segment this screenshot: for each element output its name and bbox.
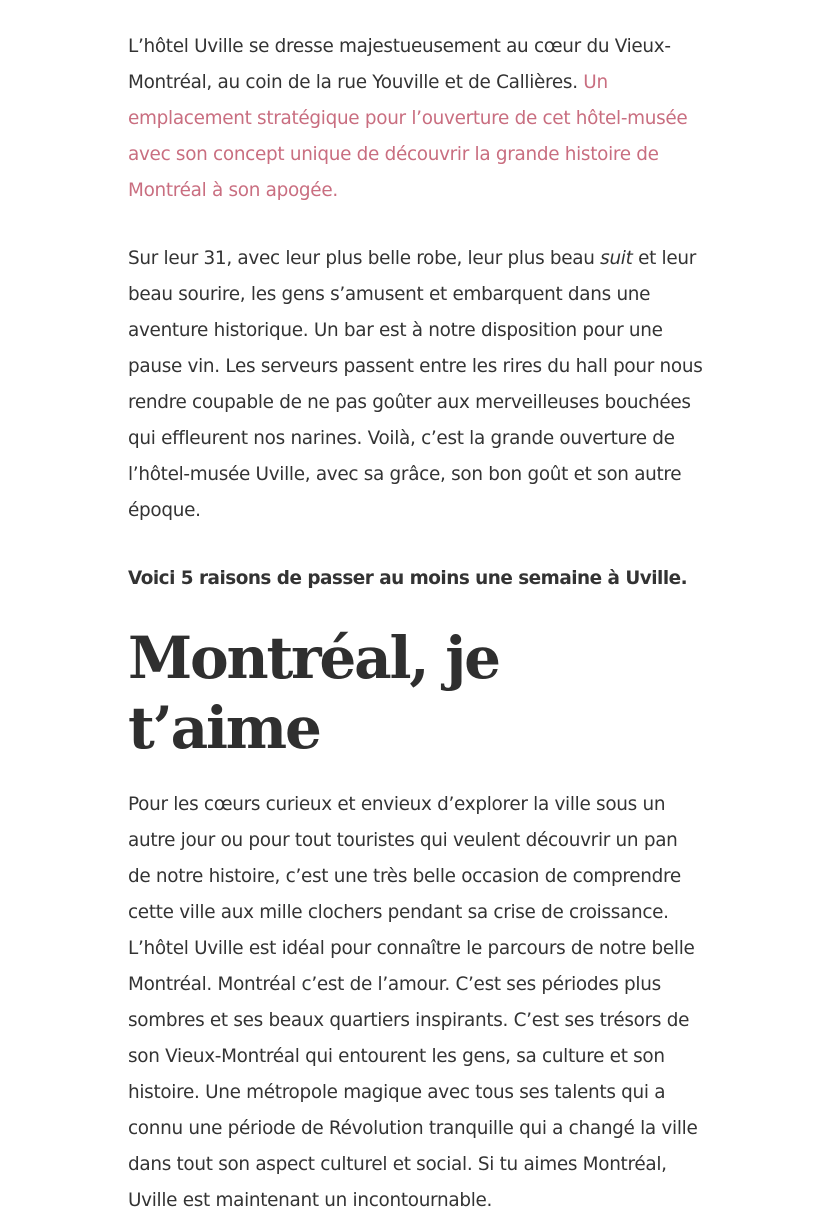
intro-link[interactable]: Un emplacement stratégique pour l’ouverture de cet hôtel-musée avec son concept unique de découvrir la grande histoire de Montréal à son apogée. (128, 72, 688, 201)
opening-emphasis: suit (600, 248, 633, 269)
opening-paragraph (128, 241, 704, 529)
section-paragraph: Pour les cœurs curieux et envieux d’explorer la ville sous un autre jour ou pour tout touristes qui veulent découvrir un pan de notre histoire, c’est une très belle occasion de comprendre cette ville aux mille clochers pendant sa crise de croissance. L’hôtel Uville est idéal pour connaître le parcours de notre belle Montréal. Montréal c’est de l’amour. C’est ses périodes plus sombres et ses beaux quartiers inspirants. C’est ses trésors de son Vieux-Montréal qui entourent les gens, sa culture et son histoire. Une métropole magique avec tous ses talents qui a connu une période de Révolution tranquille qui a changé la ville dans tout son aspect culturel et social. Si tu aimes Montréal, Uville est maintenant un incontournable. (128, 794, 698, 1211)
intro-text: L’hôtel Uville se dresse majestueusement au cœur du Vieux-Montréal, au coin de la rue Youville et de Callières. (128, 36, 671, 93)
intro-paragraph (128, 29, 704, 209)
section-heading: Montréal, je t’aime (128, 624, 499, 762)
opening-text-after: et leur beau sourire, les gens s’amusent et embarquent dans une aventure historique. Un bar est à notre disposition pour une pause vin. Les serveurs passent entre les rires du hall pour nous rendre coupable de ne pas goûter aux merveilleuses bouchées qui effleurent nos narines. Voilà, c’est la grande ouverture de l’hôtel-musée Uville, avec sa grâce, son bon goût et son autre époque. (128, 248, 703, 521)
opening-text-before: Sur leur 31, avec leur plus belle robe, leur plus beau (128, 248, 601, 269)
reasons-intro: Voici 5 raisons de passer au moins une semaine à Uville. (128, 568, 688, 589)
article-body (128, 29, 704, 1219)
